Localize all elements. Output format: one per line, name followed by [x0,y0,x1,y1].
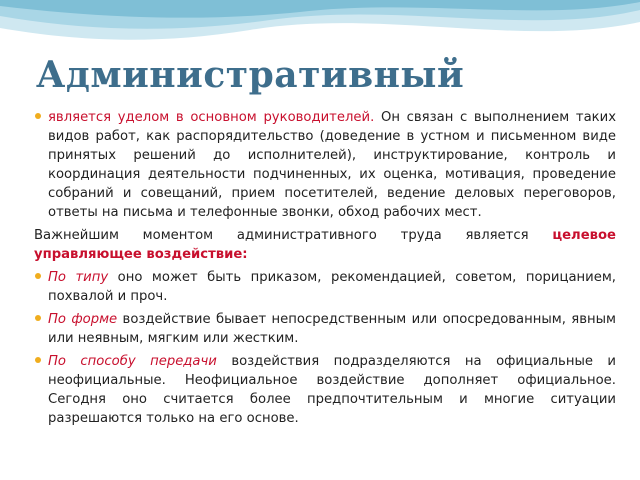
bullet-icon [35,315,41,321]
paragraph-highlight: целевое управляющее воздействие: [34,228,616,262]
bullet-item [34,310,616,348]
bullet-text: воздействия подразделяются на официальные и неофициальные. Неофициальное воздействие дополняет официальное. Сегодня оно считается более предпочтительным и многие ситуации разрешаются только на его основе. [48,354,616,426]
bullet-text: воздействие бывает непосредственным или опосредованным, явным или неявным, мягким или жестким. [48,312,617,346]
paragraph-text: Важнейшим моментом административного труда является [34,228,553,243]
bullet-item [34,108,616,222]
bullet-lead: По форме [48,312,118,327]
bullet-icon [35,113,41,119]
bullet-text: Он связан с выполнением таких видов работ, как распорядительство (доведение в устном и письменном виде принятых решений до исполнителей), инструктирование, контроль и координация деятельности подчиненных, их оценка, мотивация, проведение собраний и совещаний, прием посетителей, ведение деловых переговоров, ответы на письма и телефонные звонки, обход рабочих мест. [48,110,617,220]
bullet-icon [35,357,41,363]
slide-content [34,108,616,432]
paragraph [34,226,616,264]
bullet-lead: По способу передачи [48,354,217,369]
bullet-icon [35,273,41,279]
bullet-item [34,268,616,306]
bullet-lead: является уделом в основном руководителей. [48,110,375,125]
bullet-text: оно может быть приказом, рекомендацией, советом, порицанием, похвалой и проч. [48,270,616,304]
bullet-lead: По типу [48,270,109,285]
slide-title: Административный [36,54,465,96]
bullet-item [34,352,616,428]
